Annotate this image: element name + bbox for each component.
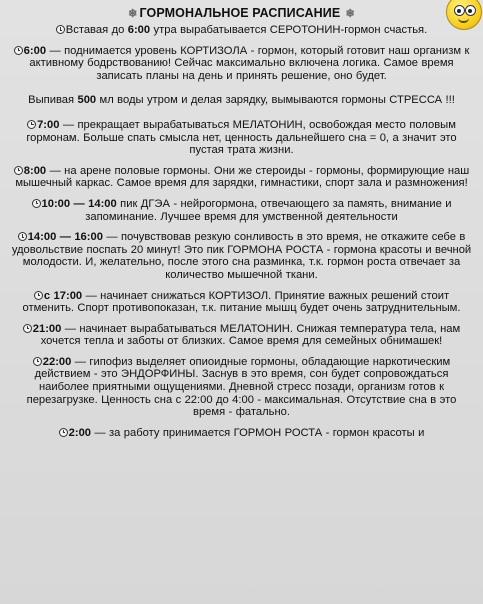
paragraph-text: утра вырабатывается СЕРОТОНИН-гормон счастья. <box>150 24 428 36</box>
emoji-left-eye <box>454 5 465 16</box>
alarm-clock-icon <box>23 324 32 333</box>
paragraph-text: мл воды утром и делая зарядку, вымываются гормоны СТРЕССА !!! <box>96 94 455 107</box>
paragraph-time: 14:00 — 16:00 <box>27 231 103 244</box>
paragraph-time: 7:00 <box>37 118 60 131</box>
paragraph-time: 22:00 <box>42 355 72 368</box>
paragraph-melatonin-evening <box>10 323 473 348</box>
paragraph-time: 6:00 <box>23 44 47 57</box>
sparkle-icon: ❄ <box>128 8 138 20</box>
paragraph-text: пик ДГЭА - нейрогормона, отвечающего за память, внимание и запоминание. Лучшее время для умственной деятельности <box>85 197 452 223</box>
alarm-clock-icon <box>34 291 43 300</box>
paragraph-time: 21:00 <box>32 322 62 335</box>
paragraph-cortisol-morning <box>10 45 473 83</box>
paragraph-text-before: Выпивая <box>28 94 78 107</box>
paragraph-time: 2:00 <box>68 426 92 439</box>
alarm-clock-icon <box>32 199 41 208</box>
alarm-clock-icon <box>27 120 36 129</box>
paragraph-text: — начинает вырабатываться МЕЛАТОНИН. Снижая температура тела, нам хочется тепла и заботы от близких. Самое время для семейных обнимашек! <box>40 322 461 348</box>
paragraph-text: — за работу принимается ГОРМОН РОСТА - гормон красоты и <box>91 426 425 439</box>
emoji-right-eye <box>465 5 476 16</box>
page-title <box>10 6 473 20</box>
paragraph-text: — почувствовав резкую сонливость в это время, не откажите себе в удовольствие поспать 20 минут! Это пик ГОРМОНА РОСТА - гормона красоты и вечной молодости. И, желательно, после этого сна разминка, т.к. гормон роста отвечает за количество мышечной ткани. <box>11 231 472 281</box>
paragraph-serotonin <box>10 24 473 37</box>
page-title-text: ГОРМОНАЛЬНОЕ РАСПИСАНИЕ <box>139 6 341 20</box>
paragraph-endorphins <box>10 356 473 419</box>
alarm-clock-icon <box>33 357 42 366</box>
alarm-clock-icon <box>14 46 23 55</box>
paragraph-text: — начинает снижаться КОРТИЗОЛ. Принятие важных решений стоит отменить. Спорт противопоказан, т.к. питание мышц будет очень затруднительным. <box>22 289 461 315</box>
paragraph-growth-hormone-nap <box>10 231 473 281</box>
paragraph-text: — гипофиз выделяет опиоидные гормоны, обладающие наркотическим действием - это ЭНДОРФИНЫ. Заснув в это время, сон будет сопровождаться наиболее приятными ощущениями. Дневной стресс позади, организм готов к перезагрузке. Ценность сна с 22:00 до 4:00 - максимальная. Отсутствие сна в это время - фатально. <box>26 355 457 419</box>
paragraph-water <box>10 94 473 107</box>
paragraph-sex-hormones <box>10 165 473 190</box>
paragraph-melatonin-morning <box>10 119 473 157</box>
alarm-clock-icon <box>18 232 27 241</box>
paragraph-dhea <box>10 198 473 223</box>
paragraph-time: 10:00 — 14:00 <box>41 197 117 210</box>
paragraph-bold-value: 500 <box>77 94 97 107</box>
alarm-clock-icon <box>56 25 65 34</box>
paragraph-text: — поднимается уровень КОРТИЗОЛА - гормон, который готовит наш организм к активному бодрствованию! Сейчас максимально включена логика. Самое время записать планы на день и принять решение, оно будет. <box>29 44 470 82</box>
alarm-clock-icon <box>59 428 68 437</box>
alarm-clock-icon <box>14 166 23 175</box>
paragraph-time: с 17:00 <box>43 289 83 302</box>
paragraph-growth-hormone-night <box>10 427 473 440</box>
paragraph-text: — прекращает вырабатываться МЕЛАТОНИН, освобождая место половым гормонам. Больше спать смысла нет, ценность дальнейшего сна = 0, а значит это пустая трата жизни. <box>26 118 457 157</box>
emoji-mouth <box>458 18 469 23</box>
paragraph-cortisol-evening <box>10 290 473 315</box>
paragraph-bold-value: 6:00 <box>127 24 151 36</box>
sparkle-icon: ❄ <box>342 8 355 20</box>
paragraph-text: — на арене половые гормоны. Они же стероиды - гормоны, формирующие наш мышечный каркас. Самое время для зарядки, гимнастики, спорт зала и размножения! <box>15 164 470 190</box>
paragraph-time: 8:00 <box>23 164 47 177</box>
thinking-face-emoji-icon <box>446 0 482 30</box>
paragraph-text-before: Вставая до <box>65 24 128 36</box>
